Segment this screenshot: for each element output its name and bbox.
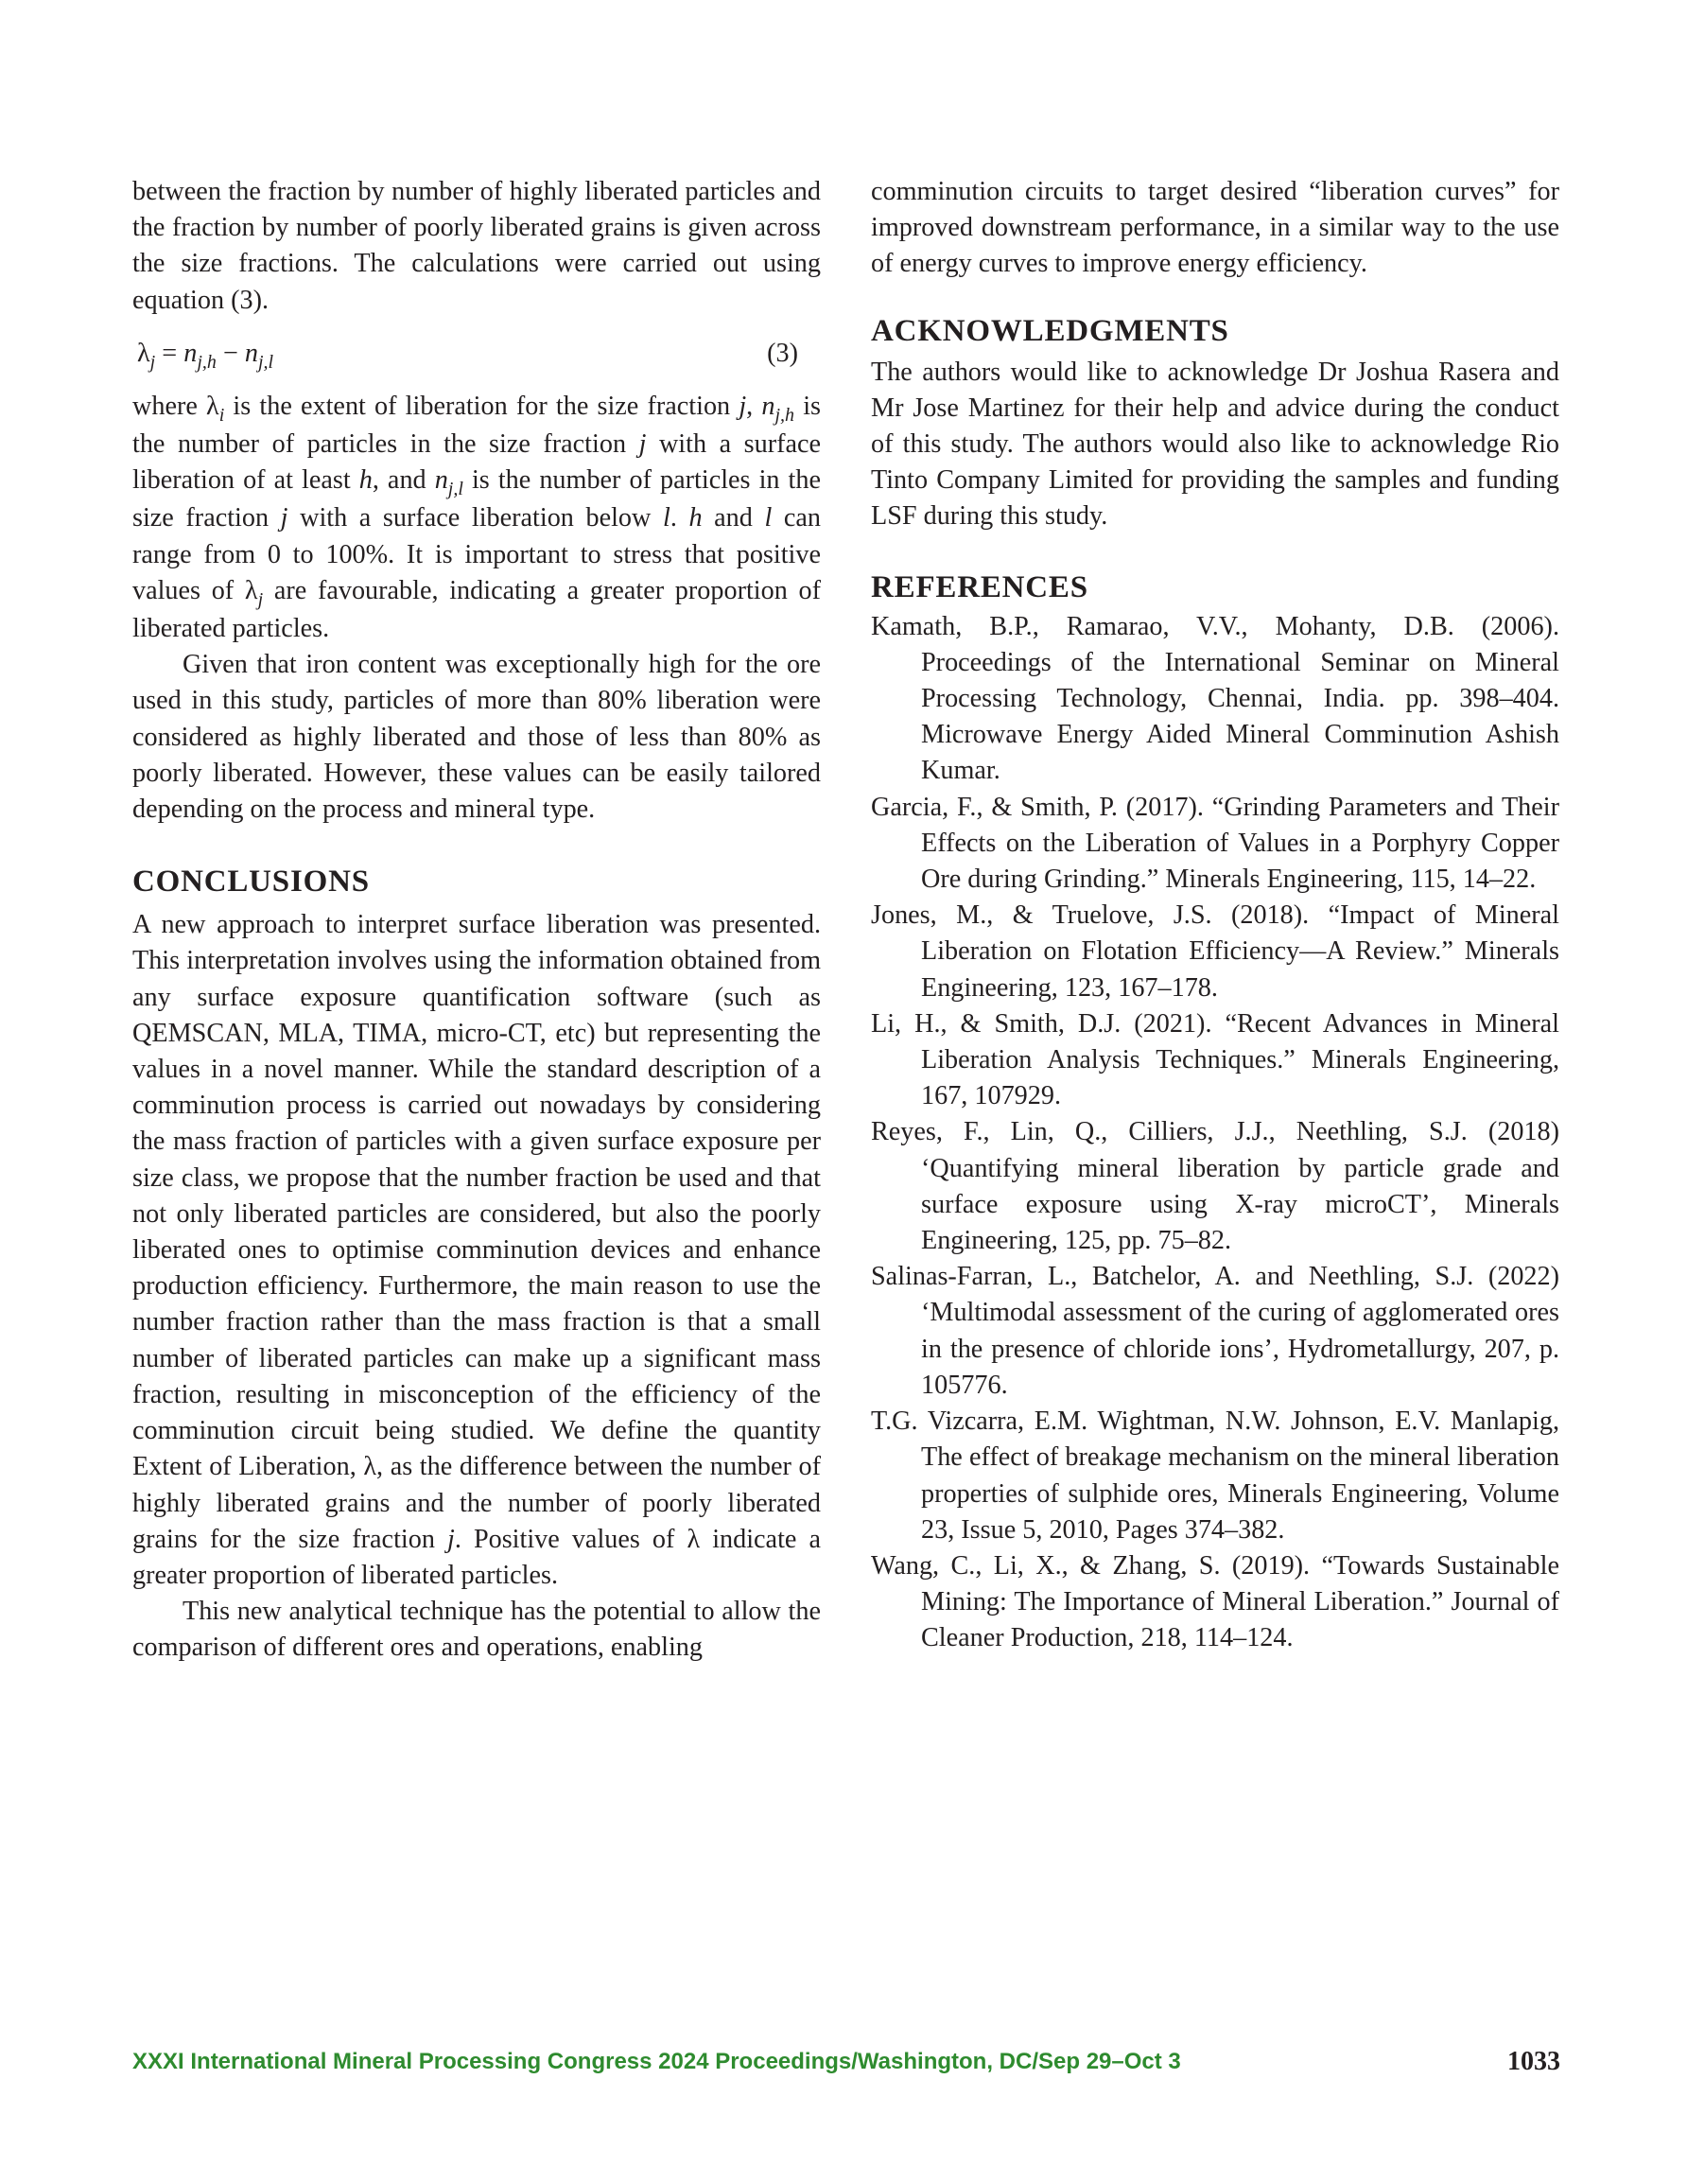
eq-n-l: n bbox=[244, 338, 258, 368]
reference-item: Li, H., & Smith, D.J. (2021). “Recent Advances in Mineral Liberation Analysis Techniques.” Minerals Engineering, 167, 107929. bbox=[871, 1008, 1559, 1111]
paragraph-variable-definitions: where $\lambda_i$ is the extent of liberation for the size fraction j, $n_{j,h}$ is the number of particles in the size fraction j with a surface liberation of at least h, and $n_{j,l}$ is the number of particles in the size fraction j with a surface liberation below l. h and l can range from 0 to 100%. It is important to stress that positive values of $\lambda_j$ are favourable, indicating a greater proportion of liberated particles. bbox=[132, 391, 822, 644]
eq-n-h: n bbox=[183, 338, 198, 368]
acknowledgments-text: The authors would like to acknowledge Dr Joshua Rasera and Mr Jose Martinez for their help and advice during the conduct of this study. The authors would also like to acknowledge Rio Tinto Company Limited for providing the samples and funding LSF during this study. bbox=[871, 357, 1559, 532]
footer-conference-title: XXXI International Mineral Processing Congress 2024 Proceedings/Washington, DC/Sep 29–Oct 3 bbox=[132, 2049, 1181, 2074]
paragraph-thresholds: Given that iron content was exceptionally high for the ore used in this study, particles of more than 80% liberation were considered as highly liberated and those of less than 80% as poorly liberated. However, these values can be easily tailored depending on the process and mineral type. bbox=[132, 650, 821, 825]
paragraph-equation-intro: between the fraction by number of highly liberated particles and the fraction by number of poorly liberated grains is given across the size fractions. The calculations were carried out using equation (3). bbox=[132, 177, 821, 315]
reference-item: Reyes, F., Lin, Q., Cilliers, J.J., Neethling, S.J. (2018) ‘Quantifying mineral liberation by particle grade and surface exposure using X-ray microCT’, Minerals Engineering, 125, pp. 75–82. bbox=[871, 1117, 1559, 1256]
paragraph-new-technique: This new analytical technique has the potential to allow the comparison of different ores and operations, enabling bbox=[132, 1597, 821, 1663]
reference-item: Garcia, F., & Smith, P. (2017). “Grinding Parameters and Their Effects on the Liberation of Values in a Porphyry Copper Ore during Grinding.” Minerals Engineering, 115, 14–22. bbox=[871, 792, 1559, 895]
page-footer bbox=[132, 2046, 1560, 2078]
reference-item: Wang, C., Li, X., & Zhang, S. (2019). “Towards Sustainable Mining: The Importance of Mineral Liberation.” Journal of Cleaner Production, 218, 114–124. bbox=[871, 1550, 1559, 1653]
paragraph-continuation: comminution circuits to target desired “liberation curves” for improved downstream performance, in a similar way to the use of energy curves to improve energy efficiency. bbox=[871, 177, 1559, 279]
reference-item: Kamath, B.P., Ramarao, V.V., Mohanty, D.B. (2006). Proceedings of the International Seminar on Mineral Processing Technology, Chennai, India. pp. 398–404. Microwave Energy Aided Mineral Comminution Ashish Kumar. bbox=[871, 611, 1559, 786]
reference-item: Salinas-Farran, L., Batchelor, A. and Neethling, S.J. (2022) ‘Multimodal assessment of the curing of agglomerated ores in the presence of chloride ions’, Hydrometallurgy, 207, p. 105776. bbox=[871, 1262, 1559, 1400]
reference-item: T.G. Vizcarra, E.M. Wightman, N.W. Johnson, E.V. Manlapig, The effect of breakage mechanism on the mineral liberation properties of sulphide ores, Minerals Engineering, Volume 23, Issue 5, 2010, Pages 374–382. bbox=[871, 1406, 1559, 1545]
right-column bbox=[871, 174, 1559, 1657]
acknowledgments-heading: ACKNOWLEDGMENTS bbox=[871, 313, 1229, 348]
page-number: 1033 bbox=[1507, 2047, 1560, 2076]
paragraph-conclusions: A new approach to interpret surface liberation was presented. This interpretation involves using the information obtained from any surface exposure quantification software (such as QEMSCAN, MLA, TIMA, micro-CT, etc) but representing the values in a novel manner. While the standard description of a comminution process is carried out nowadays by considering the mass fraction of particles with a given surface exposure per size class, we propose that the number fraction be used and that not only liberated particles are considered, but also the poorly liberated ones to optimise comminution devices and enhance production efficiency. Furthermore, the main reason to use the number fraction rather than the mass fraction is that a small number of liberated particles can make up a significant mass fraction, resulting in misconception of the efficiency of the comminution circuit being studied. We define the quantity Extent of Liberation, λ, as the difference between the number of highly liberated grains and the number of poorly liberated grains for the size fraction j. Positive values of λ indicate a greater proportion of liberated particles. bbox=[132, 910, 821, 1590]
eq-sub-jh: j,h bbox=[197, 351, 217, 373]
eq-sub-jl: j,l bbox=[257, 351, 274, 373]
reference-item: Jones, M., & Truelove, J.S. (2018). “Impact of Mineral Liberation on Flotation Efficiency—A Review.” Minerals Engineering, 123, 167–178. bbox=[871, 900, 1559, 1003]
eq-sub-j: j bbox=[149, 351, 156, 373]
left-column bbox=[132, 174, 821, 1667]
references-list bbox=[871, 609, 1559, 1657]
conclusions-heading: CONCLUSIONS bbox=[132, 865, 370, 900]
eq-equals: = bbox=[155, 338, 184, 368]
eq-lambda: λ bbox=[137, 338, 150, 368]
equation-number: (3) bbox=[767, 338, 798, 368]
equation-3 bbox=[132, 336, 821, 372]
references-heading: REFERENCES bbox=[871, 569, 1088, 604]
equation-expression bbox=[137, 336, 273, 374]
eq-minus: − bbox=[216, 338, 245, 368]
